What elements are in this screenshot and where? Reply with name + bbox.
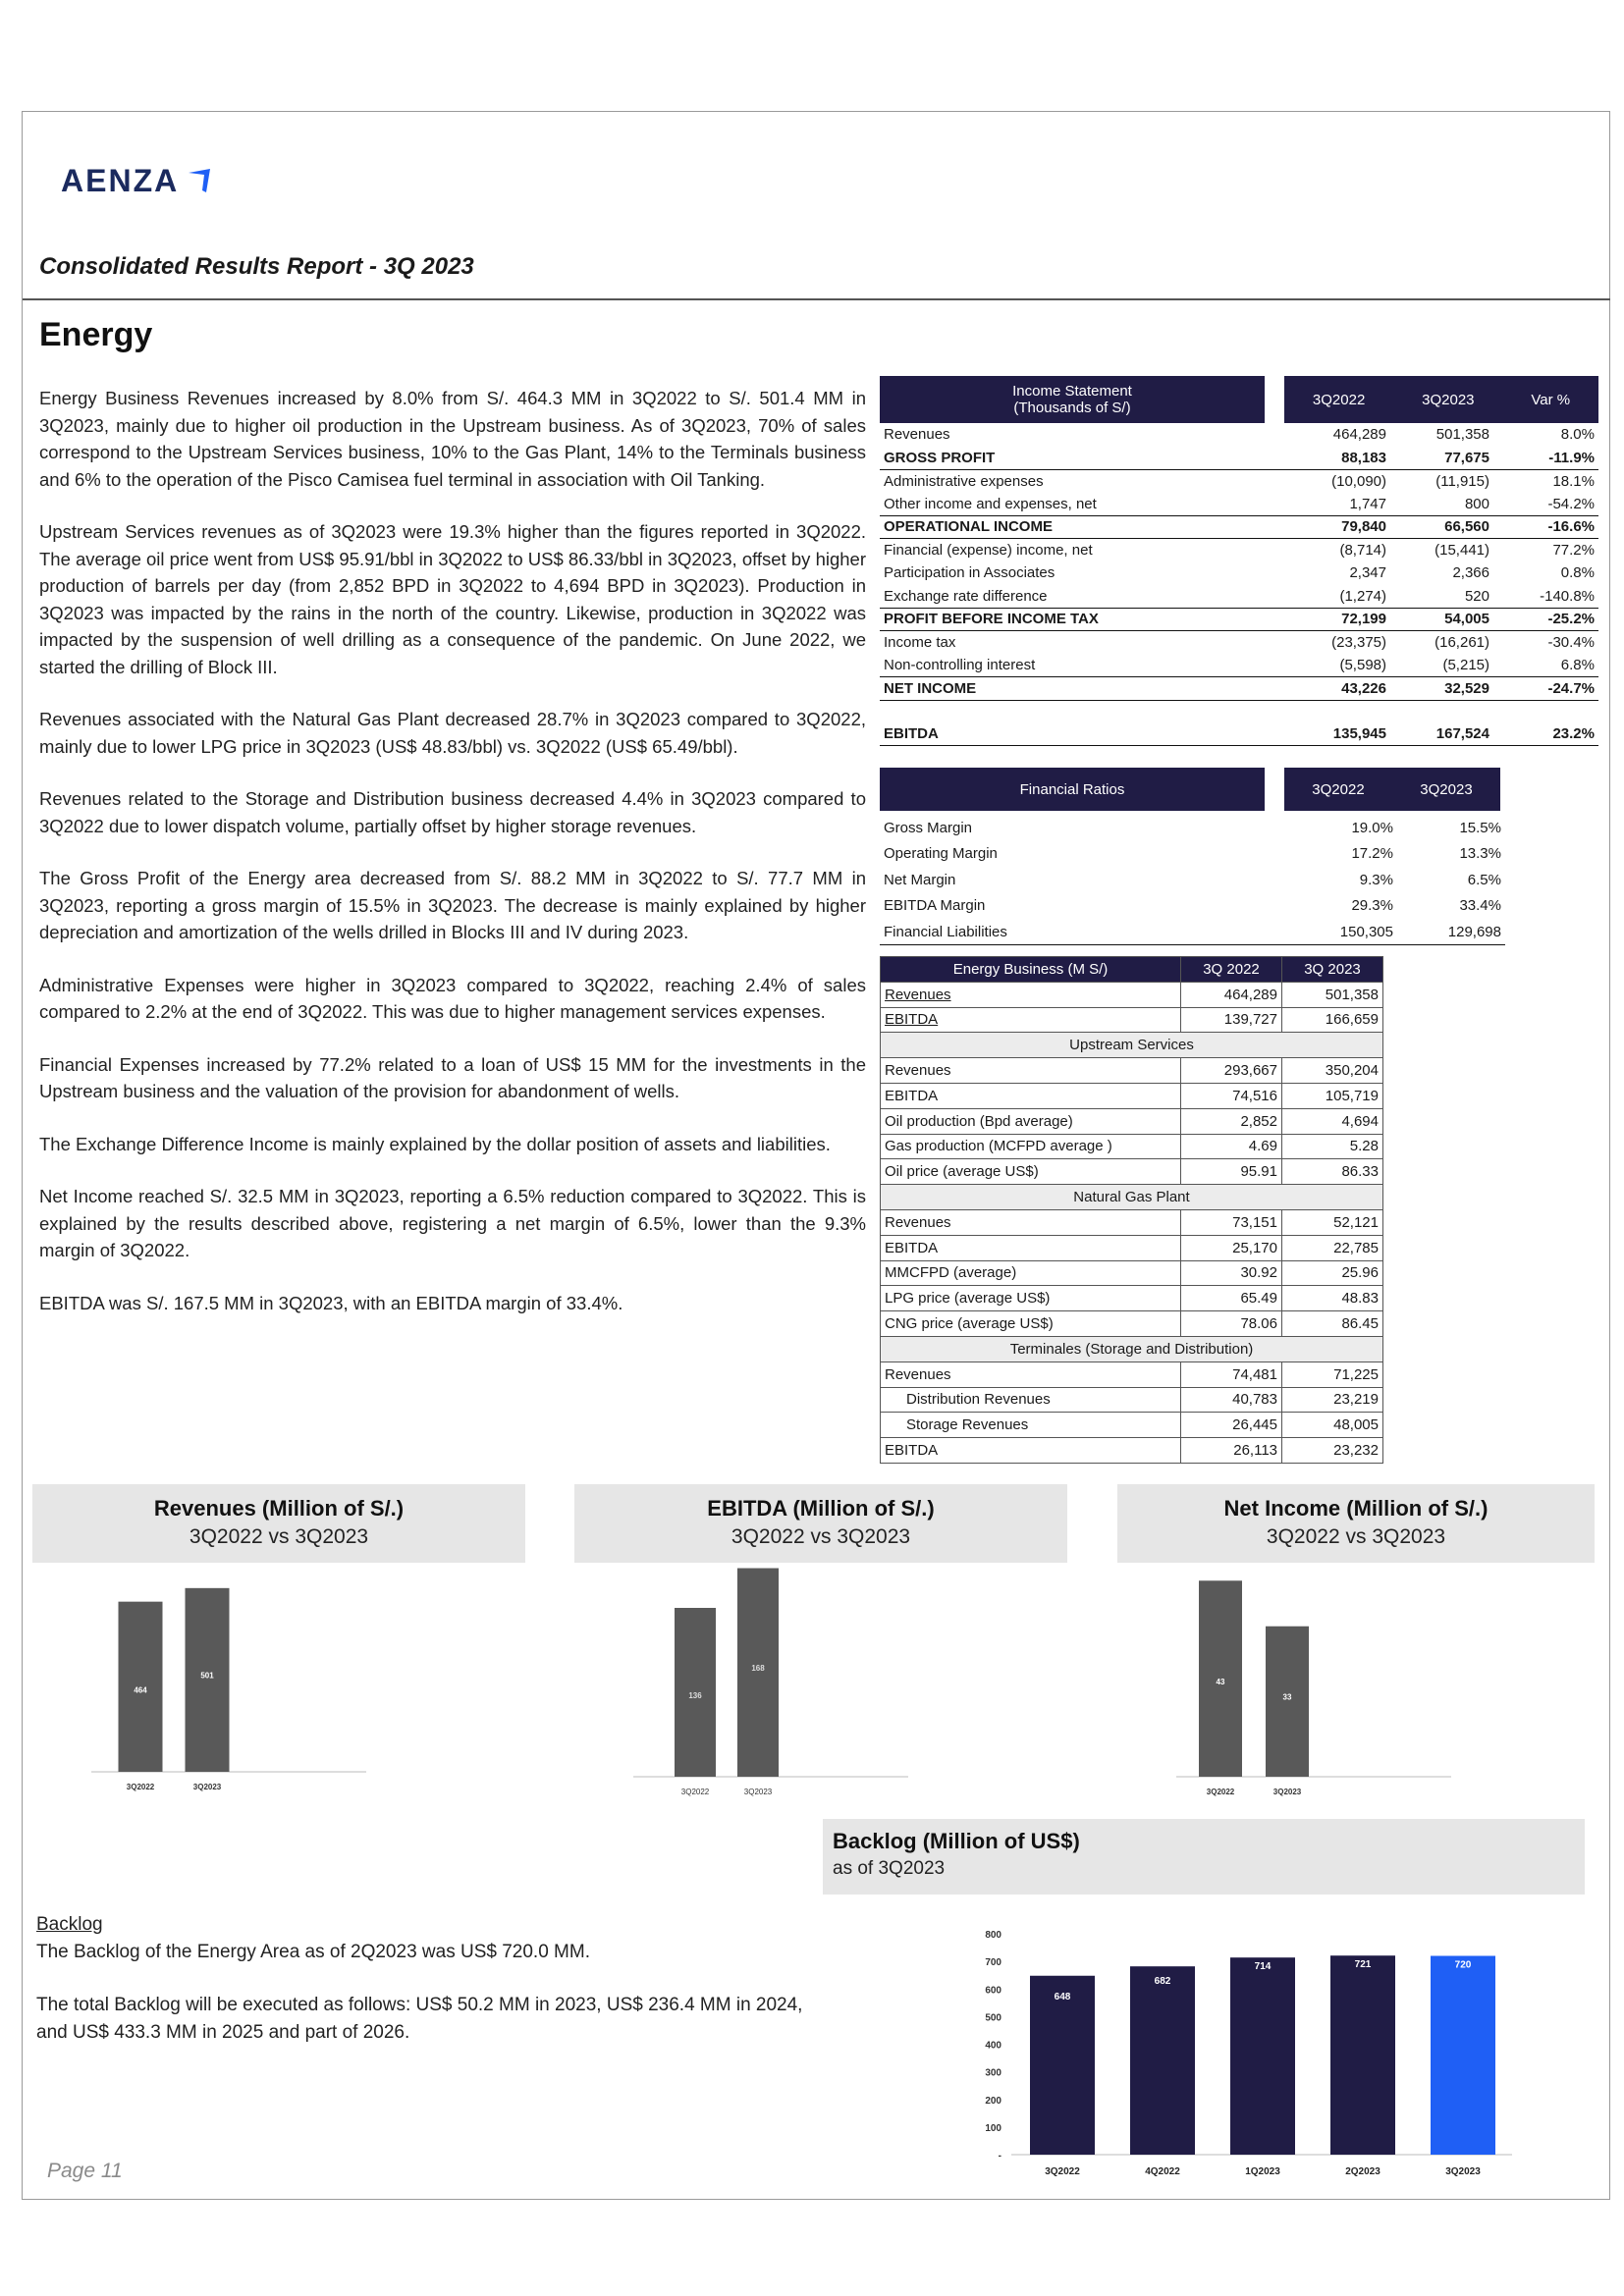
income-statement-title [880,376,1265,423]
net-income-chart-header [1117,1484,1595,1563]
backlog-text [36,1911,822,2072]
company-logo [61,163,214,199]
financial-ratios-title: Financial Ratios [880,768,1265,811]
logo-text: AENZA [61,163,180,198]
paragraph: Revenues related to the Storage and Distribution business decreased 4.4% in 3Q2023 compared to 3Q2022 due to lower dispatch volume, partially offset by higher storage revenues. [39,788,866,836]
data-label: 682 [1154,1976,1171,1988]
table-row: EBITDA 135,945 167,524 23.2% [880,722,1598,746]
table-row: PROFIT BEFORE INCOME TAX 72,199 54,005 -25.2% [880,608,1598,631]
chart-subtitle: 3Q2022 vs 3Q2023 [1266,1525,1446,1548]
x-tick-label: 1Q2023 [1245,2166,1280,2177]
data-label: 714 [1254,1961,1272,1973]
table-row: Exchange rate difference (1,274) 520 -140.8% [880,585,1598,609]
section-title: Energy [39,316,153,353]
table-row: Revenues 74,481 71,225 [881,1362,1383,1387]
income-statement-title-line2: (Thousands of S/) [1013,400,1131,416]
chart-subtitle: 3Q2022 vs 3Q2023 [731,1525,911,1548]
data-label: 43 [1216,1678,1225,1687]
table-row: Net Margin 9.3% 6.5% [884,871,1501,888]
energy-business-table [880,956,1383,1464]
backlog-heading: Backlog [36,1914,103,1935]
x-tick-label: 2Q2023 [1345,2166,1380,2177]
paragraph: Net Income reached S/. 32.5 MM in 3Q2023, reporting a 6.5% reduction compared to 3Q2022. This is explained by the results described above, registering a net margin of 6.5%, lower than the 9.3% margin of 3Q2022. [39,1186,866,1260]
chart-title: Revenues (Million of S/.) [153,1496,405,1521]
financial-ratios-table [880,815,1505,945]
bar [1330,1955,1395,2155]
table-row: Participation in Associates 2,347 2,366 0.8% [884,564,1595,582]
paragraph: Upstream Services revenues as of 3Q2023 were 19.3% higher than the figures reported in 3Q2022. The average oil price went from US$ 95.91/bbl in 3Q2022 to US$ 86.33/bbl in 3Q2023, offset by higher production of barrels per day (from 2,852 BPD in 3Q2022 to 4,694 BPD in 3Q2023). Production in 3Q2023 was impacted by the rains in the north of the country. Likewise, production in 3Q2022 was impacted by the suspension of well drilling as a consequence of the pandemic. On June 2022, we started the drilling of Block III. [39,521,866,677]
income-statement-table [880,423,1598,746]
table-row: Gas production (MCFPD average ) 4.69 5.28 [881,1134,1383,1159]
paragraph: Administrative Expenses were higher in 3Q2023 compared to 3Q2022, reaching 2.4% of sales compared to 2.2% at the end of 3Q2022. This was due to higher management services expenses. [39,974,866,1022]
group-row-terminals: Terminales (Storage and Distribution) [881,1336,1383,1362]
y-tick-label: 100 [985,2122,1001,2134]
data-label: 720 [1454,1959,1472,1971]
y-tick-label: 200 [985,2095,1001,2107]
col-header-3q2022: 3Q2022 [1312,391,1366,408]
ebitda-bar-chart [574,1566,1067,1811]
net-income-bar-chart [1117,1566,1595,1811]
table-row: EBITDA 25,170 22,785 [881,1235,1383,1260]
y-tick-label: - [998,2151,1001,2162]
table-header-row: Energy Business (M S/) 3Q 2022 3Q 2023 [881,957,1383,983]
group-row-upstream: Upstream Services [881,1033,1383,1058]
body-text [39,385,866,1342]
table-row: Storage Revenues 26,445 48,005 [881,1413,1383,1438]
x-tick-label: 4Q2022 [1145,2166,1180,2177]
data-label: 464 [134,1685,147,1695]
table-row: Oil price (average US$) 95.91 86.33 [881,1159,1383,1185]
x-tick-label: 3Q2023 [743,1788,773,1796]
table-row: Other income and expenses, net 1,747 800 -54.2% [880,493,1598,516]
x-tick-label: 3Q2023 [192,1783,222,1791]
y-tick-label: 300 [985,2067,1001,2079]
x-tick-label: 3Q2022 [680,1788,710,1796]
paragraph: The total Backlog will be executed as follows: US$ 50.2 MM in 2023, US$ 236.4 MM in 2024, and US$ 433.3 MM in 2025 and part of 2026. [36,1995,803,2043]
income-statement-col-header [1284,376,1598,423]
paragraph: The Gross Profit of the Energy area decreased from S/. 88.2 MM in 3Q2022 to S/. 77.7 MM in 3Q2023, reporting a gross margin of 15.5% in 3Q2023. The decrease is mainly explained by higher depreciation and amortization of the wells drilled in Blocks III and IV during 2023. [39,868,866,942]
table-row: Financial (expense) income, net (8,714) (15,441) 77.2% [884,542,1595,559]
table-row: Administrative expenses (10,090) (11,915) 18.1% [884,472,1595,490]
col-header-3q2022: 3Q2022 [1312,780,1365,798]
y-tick-label: 600 [985,1985,1001,1997]
x-tick-label: 3Q2022 [1045,2166,1080,2177]
table-row: Revenues 464,289 501,358 [881,982,1383,1007]
table-row: Revenues 73,151 52,121 [881,1209,1383,1235]
paragraph: Revenues associated with the Natural Gas Plant decreased 28.7% in 3Q2023 compared to 3Q2022, mainly due to lower LPG price in 3Q2023 (US$ 48.83/bbl) vs. 3Q2022 (US$ 65.49/bbl). [39,709,866,757]
revenues-bar-chart [32,1566,525,1811]
x-tick-label: 3Q2023 [1272,1788,1302,1796]
y-tick-label: 700 [985,1957,1001,1969]
paragraph: EBITDA was S/. 167.5 MM in 3Q2023, with an EBITDA margin of 33.4%. [39,1292,623,1313]
y-tick-label: 500 [985,2012,1001,2024]
table-row: EBITDA Margin 29.3% 33.4% [884,897,1501,915]
y-tick-label: 800 [985,1930,1001,1941]
income-statement-title-line1: Income Statement [1012,383,1132,400]
report-title: Consolidated Results Report - 3Q 2023 [39,253,474,280]
ebitda-chart-header [574,1484,1067,1563]
financial-ratios-col-header [1284,768,1500,811]
table-row: NET INCOME 43,226 32,529 -24.7% [880,677,1598,701]
data-label: 721 [1354,1959,1372,1971]
table-row: GROSS PROFIT 88,183 77,675 -11.9% [880,447,1598,470]
data-label: 501 [200,1671,214,1681]
title-divider [23,298,1610,300]
backlog-bar-chart [943,1909,1532,2184]
table-row: EBITDA 139,727 166,659 [881,1007,1383,1033]
bar [1130,1966,1195,2155]
paragraph: The Backlog of the Energy Area as of 2Q2023 was US$ 720.0 MM. [36,1942,590,1962]
col-header-var: Var % [1531,391,1571,408]
x-tick-label: 3Q2022 [1206,1788,1235,1796]
table-row: Operating Margin 17.2% 13.3% [884,845,1501,863]
table-row: Income tax (23,375) (16,261) -30.4% [884,634,1595,651]
table-row: MMCFPD (average) 30.92 25.96 [881,1260,1383,1286]
x-tick-label: 3Q2022 [126,1783,155,1791]
y-tick-label: 400 [985,2040,1001,2052]
chart-title: EBITDA (Million of S/.) [707,1496,935,1521]
bar [1030,1976,1095,2155]
data-label: 168 [751,1663,765,1673]
chart-subtitle: 3Q2022 vs 3Q2023 [189,1525,369,1548]
chart-title: Backlog (Million of US$) [833,1829,1080,1853]
table-row: EBITDA 74,516 105,719 [881,1083,1383,1108]
paragraph: Energy Business Revenues increased by 8.0% from S/. 464.3 MM in 3Q2022 to S/. 501.4 MM in 3Q2023, mainly due to higher oil production in the Upstream business. As of 3Q2023, 70% of sales correspond to the Upstream Services business, 10% to the Gas Plant, 14% to the Terminals business and 6% to the operation of the Pisco Camisea fuel terminal in association with Oil Tanking. [39,388,866,490]
chart-title: Net Income (Million of S/.) [1223,1496,1489,1521]
bar [1431,1956,1495,2156]
page-number: Page 11 [47,2160,123,2182]
table-row: Revenues 293,667 350,204 [881,1058,1383,1084]
table-row: Financial Liabilities 150,305 129,698 [880,919,1505,945]
data-label: 33 [1282,1692,1292,1702]
chart-subtitle: as of 3Q2023 [833,1858,946,1879]
table-row: OPERATIONAL INCOME 79,840 66,560 -16.6% [880,515,1598,539]
backlog-chart-header [823,1819,1585,1895]
bar [1230,1957,1295,2155]
logo-arrow-icon [185,167,214,196]
data-label: 136 [688,1691,702,1700]
spacer-row [880,700,1598,722]
table-row: Oil production (Bpd average) 2,852 4,694 [881,1108,1383,1134]
table-row: Revenues 464,289 501,358 8.0% [884,426,1595,444]
table-row: CNG price (average US$) 78.06 86.45 [881,1311,1383,1337]
table-row: EBITDA 26,113 23,232 [881,1438,1383,1464]
table-row: Distribution Revenues 40,783 23,219 [881,1387,1383,1413]
col-header-3q2023: 3Q2023 [1420,780,1473,798]
data-label: 648 [1054,1991,1071,2002]
paragraph: Financial Expenses increased by 77.2% related to a loan of US$ 15 MM for the investments in the Upstream business and the valuation of the provision for abandonment of wells. [39,1053,866,1101]
paragraph: The Exchange Difference Income is mainly explained by the dollar position of assets and liabilities. [39,1133,831,1154]
col-header-3q2023: 3Q2023 [1422,391,1475,408]
table-row: Gross Margin 19.0% 15.5% [884,819,1501,836]
group-row-gas-plant: Natural Gas Plant [881,1185,1383,1210]
table-row: LPG price (average US$) 65.49 48.83 [881,1286,1383,1311]
revenues-chart-header [32,1484,525,1563]
table-row: Non-controlling interest (5,598) (5,215) 6.8% [880,654,1598,677]
x-tick-label: 3Q2023 [1445,2166,1481,2177]
